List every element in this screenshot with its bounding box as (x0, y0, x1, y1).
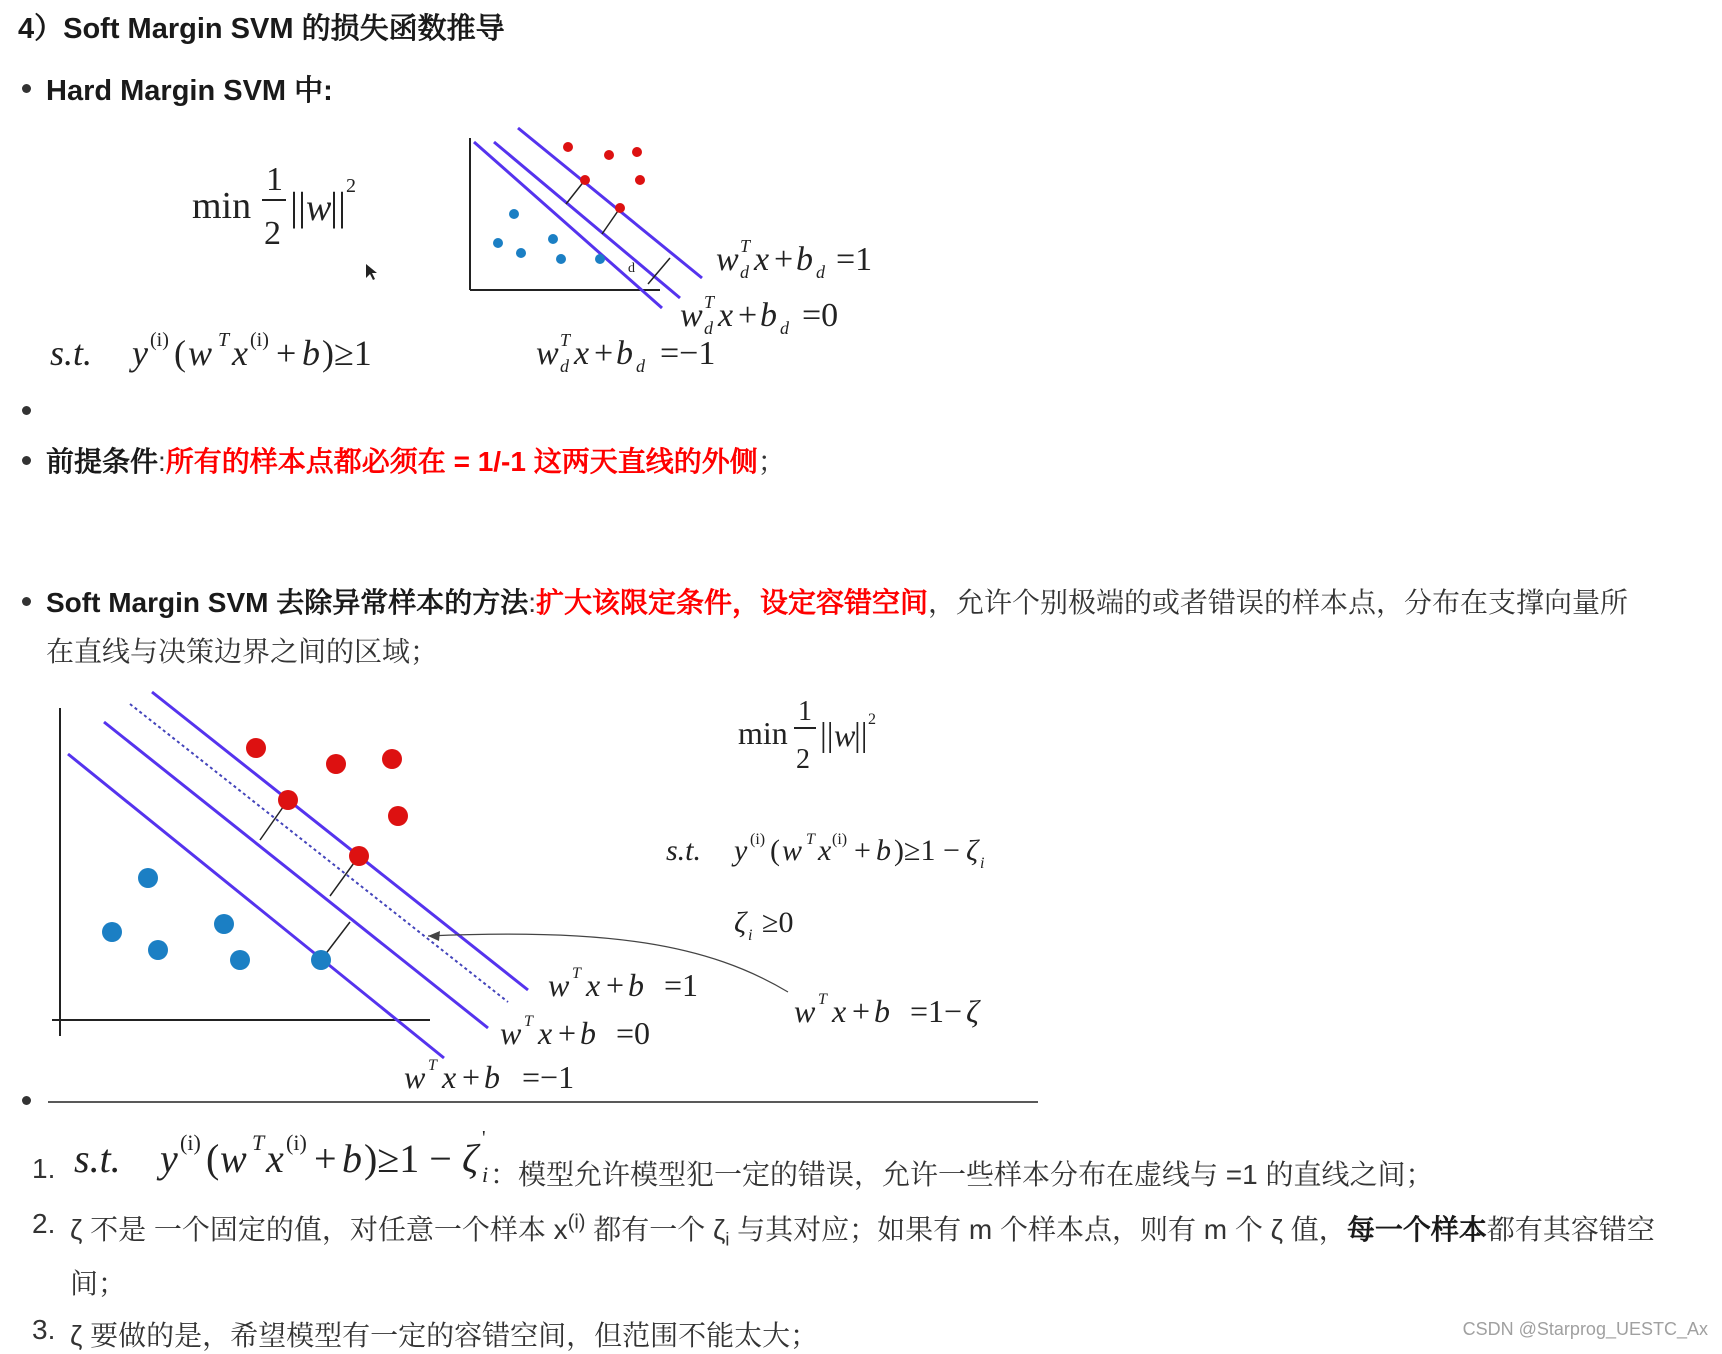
svg-text:+: + (276, 333, 297, 373)
svg-text:||: || (290, 184, 307, 229)
svg-text:x: x (818, 834, 832, 867)
svg-text:≥0: ≥0 (762, 906, 794, 939)
svg-text:+: + (462, 1059, 481, 1095)
fig2-line-zero (104, 722, 488, 1028)
svg-text:=1: =1 (664, 967, 699, 1003)
list-2-text-d: 都有其容错空 (1486, 1214, 1655, 1245)
svg-text:i: i (748, 927, 753, 944)
list-2-line1 (70, 1208, 1655, 1251)
svg-text:T: T (560, 330, 571, 350)
section-heading: 4）Soft Margin SVM 的损失函数推导 (18, 13, 505, 45)
list-2-line2: 间； (70, 1268, 127, 1299)
svg-text:w: w (716, 241, 739, 278)
svg-text:x: x (574, 335, 590, 372)
svg-text:(i): (i) (180, 1130, 201, 1155)
list-num-3: 3. (32, 1314, 56, 1345)
svg-text:w: w (548, 967, 570, 1003)
svg-text:)≥1 −: )≥1 − (894, 834, 960, 867)
svg-text:w: w (500, 1015, 522, 1051)
svg-text:||: || (854, 717, 868, 754)
svg-text:T: T (740, 236, 751, 256)
svg-text:+: + (314, 1136, 337, 1181)
bullet-dot (22, 597, 31, 606)
svg-text:x: x (754, 241, 770, 278)
list-num-2: 2. (32, 1208, 56, 1239)
soft-margin-rest: ，允许个别极端的或者错误的样本点，分布在支撑向量所 (928, 587, 1629, 618)
svg-text:b: b (628, 967, 644, 1003)
svg-text:2: 2 (868, 711, 876, 728)
svg-text:d: d (780, 318, 789, 338)
svg-text:w: w (404, 1059, 426, 1095)
soft-margin-highlight: 扩大该限定条件，设定容错空间 (536, 587, 929, 618)
svg-text:w: w (680, 297, 703, 334)
svg-text:x: x (442, 1059, 457, 1095)
svg-text:s.t.: s.t. (74, 1136, 121, 1181)
svg-text:x: x (586, 967, 601, 1003)
bullet-dot (22, 1096, 31, 1105)
fig2-label-neg (404, 1057, 574, 1095)
svg-text:+: + (738, 297, 758, 334)
premise-end: ； (757, 446, 786, 477)
svg-text:+: + (594, 335, 614, 372)
fig2-zeta-cond (734, 906, 793, 944)
svg-text:b: b (616, 335, 633, 372)
svg-text:||: || (820, 717, 834, 754)
fig1-label-neg (536, 330, 715, 376)
fig2-line-pos (152, 692, 528, 990)
fig1-margin-label: d (628, 261, 635, 276)
list-3-text: ζ 要做的是，希望模型有一定的容错空间，但范围不能太大； (70, 1320, 819, 1351)
soft-margin-label: Soft Margin SVM 去除异常样本的方法 (46, 587, 529, 618)
svg-text:(i): (i) (832, 831, 848, 848)
svg-text:(i): (i) (286, 1130, 307, 1155)
svg-text:=−1: =−1 (522, 1059, 575, 1095)
soft-margin-line2: 在直线与决策边界之间的区域； (46, 636, 439, 667)
svg-text:d: d (560, 356, 569, 376)
svg-text:2: 2 (264, 215, 281, 252)
list-2-sup: (i) (567, 1211, 586, 1234)
svg-text:b: b (874, 993, 890, 1029)
svg-text:=1−: =1− (910, 993, 963, 1029)
svg-text:+: + (852, 993, 871, 1029)
svg-text:w: w (782, 834, 803, 867)
svg-text:d: d (816, 262, 825, 282)
fig1-objective (192, 161, 356, 252)
fig2-label-dotted (794, 991, 981, 1029)
cursor-icon (366, 264, 377, 280)
fig2-red-points (246, 738, 408, 866)
premise-line (46, 440, 786, 480)
svg-text:w: w (536, 335, 559, 372)
svg-text:=0: =0 (616, 1015, 651, 1051)
svg-text:w: w (306, 187, 332, 229)
svg-text:1: 1 (266, 161, 283, 198)
svg-text:x: x (232, 333, 248, 373)
premise-label: 前提条件 (46, 446, 159, 477)
svg-text:w: w (834, 717, 856, 753)
svg-text:d: d (636, 356, 645, 376)
fig2-line-neg (68, 754, 444, 1058)
svg-text:+: + (774, 241, 794, 278)
svg-text:y: y (132, 333, 148, 373)
svg-text:ζ: ζ (734, 906, 747, 939)
premise-sep: : (158, 446, 166, 477)
svg-text:ζ: ζ (966, 834, 979, 867)
hard-margin-figure (40, 120, 940, 390)
svg-text:x: x (538, 1015, 553, 1051)
svg-text:b: b (876, 834, 891, 867)
bullet-dot (22, 84, 31, 93)
svg-text:(i): (i) (250, 329, 269, 351)
list-2-bold: 每一个样本 (1346, 1214, 1487, 1245)
fig1-blue-points (493, 209, 605, 264)
svg-text:min: min (738, 715, 788, 751)
svg-text:b: b (484, 1059, 500, 1095)
fig1-label-zero (680, 292, 838, 338)
svg-text:d: d (740, 262, 749, 282)
svg-text:(: ( (206, 1136, 220, 1181)
svg-text:y: y (734, 834, 748, 867)
list-1-text: ：模型允许模型犯一定的错误，允许一些样本分布在虚线与 =1 的直线之间； (490, 1159, 1434, 1190)
svg-text:(: ( (174, 333, 186, 373)
svg-text:+: + (606, 967, 625, 1003)
fig1-line-zero (494, 142, 680, 298)
soft-margin-figure (48, 684, 1038, 1104)
svg-text:1: 1 (798, 696, 812, 727)
svg-text:b: b (342, 1136, 362, 1181)
svg-text:x: x (718, 297, 734, 334)
fig1-red-points (563, 142, 645, 213)
svg-text:i: i (980, 855, 985, 872)
svg-text:w: w (220, 1136, 247, 1181)
svg-text:(i): (i) (150, 329, 169, 351)
bullet-dot (22, 456, 31, 465)
fig2-label-zero (500, 1013, 650, 1051)
soft-margin-line1 (46, 581, 1628, 621)
fig1-constraint (50, 329, 372, 373)
svg-text:x: x (832, 993, 847, 1029)
svg-text:b: b (796, 241, 813, 278)
fig2-objective (738, 696, 876, 775)
svg-text:T: T (806, 831, 815, 848)
bullet-dot (22, 406, 31, 415)
svg-text:i: i (482, 1162, 489, 1187)
fig2-blue-points (102, 868, 331, 970)
svg-text:': ' (482, 1127, 486, 1149)
svg-text:b: b (760, 297, 777, 334)
soft-margin-sep: : (528, 587, 537, 618)
svg-text:min: min (192, 185, 252, 227)
svg-text:T: T (218, 329, 230, 351)
premise-highlight: 所有的样本点都必须在 = 1/-1 这两天直线的外侧 (165, 446, 758, 477)
svg-text:2: 2 (796, 744, 810, 775)
svg-text:=1: =1 (836, 241, 873, 278)
svg-text:+: + (854, 834, 871, 867)
watermark: CSDN @Starprog_UESTC_Ax (1462, 1319, 1708, 1339)
svg-text:2: 2 (346, 175, 356, 197)
hard-margin-bullet: Hard Margin SVM 中: (46, 75, 333, 107)
svg-text:T: T (818, 991, 827, 1008)
list-num-1: 1. (32, 1153, 56, 1184)
svg-text:y: y (160, 1136, 178, 1181)
svg-text:T: T (524, 1013, 533, 1030)
svg-text:)≥1: )≥1 (322, 333, 372, 373)
svg-text:w: w (794, 993, 816, 1029)
fig1-label-pos (716, 236, 872, 282)
svg-text:w: w (188, 333, 213, 373)
svg-text:T: T (252, 1130, 265, 1155)
svg-text:s.t.: s.t. (50, 333, 93, 373)
fig2-constraint (666, 831, 984, 872)
svg-text:T: T (572, 965, 581, 982)
list-2-text-c: 与其对应；如果有 m 个样本点，则有 m 个 ζ 值， (729, 1214, 1347, 1245)
svg-text:)≥1 −: )≥1 − (364, 1136, 452, 1181)
svg-text:s.t.: s.t. (666, 834, 702, 867)
svg-text:=0: =0 (802, 297, 839, 334)
svg-text:x: x (266, 1136, 284, 1181)
fig2-label-pos (548, 965, 698, 1003)
list-2-text-a: ζ 不是 一个固定的值，对任意一个样本 x (70, 1214, 568, 1245)
list-2-text-b: 都有一个 ζ (585, 1214, 726, 1245)
svg-text:b: b (580, 1015, 596, 1051)
svg-text:(i): (i) (750, 831, 766, 848)
svg-text:b: b (302, 333, 320, 373)
svg-text:ζ: ζ (462, 1136, 479, 1181)
svg-text:(: ( (770, 834, 780, 867)
list-2-sub: i (725, 1229, 730, 1250)
svg-text:T: T (428, 1057, 437, 1074)
svg-text:+: + (558, 1015, 577, 1051)
svg-text:||: || (330, 184, 347, 229)
svg-text:T: T (704, 292, 715, 312)
svg-text:d: d (704, 318, 713, 338)
svg-text:ζ: ζ (966, 993, 979, 1029)
svg-text:=−1: =−1 (660, 335, 716, 372)
